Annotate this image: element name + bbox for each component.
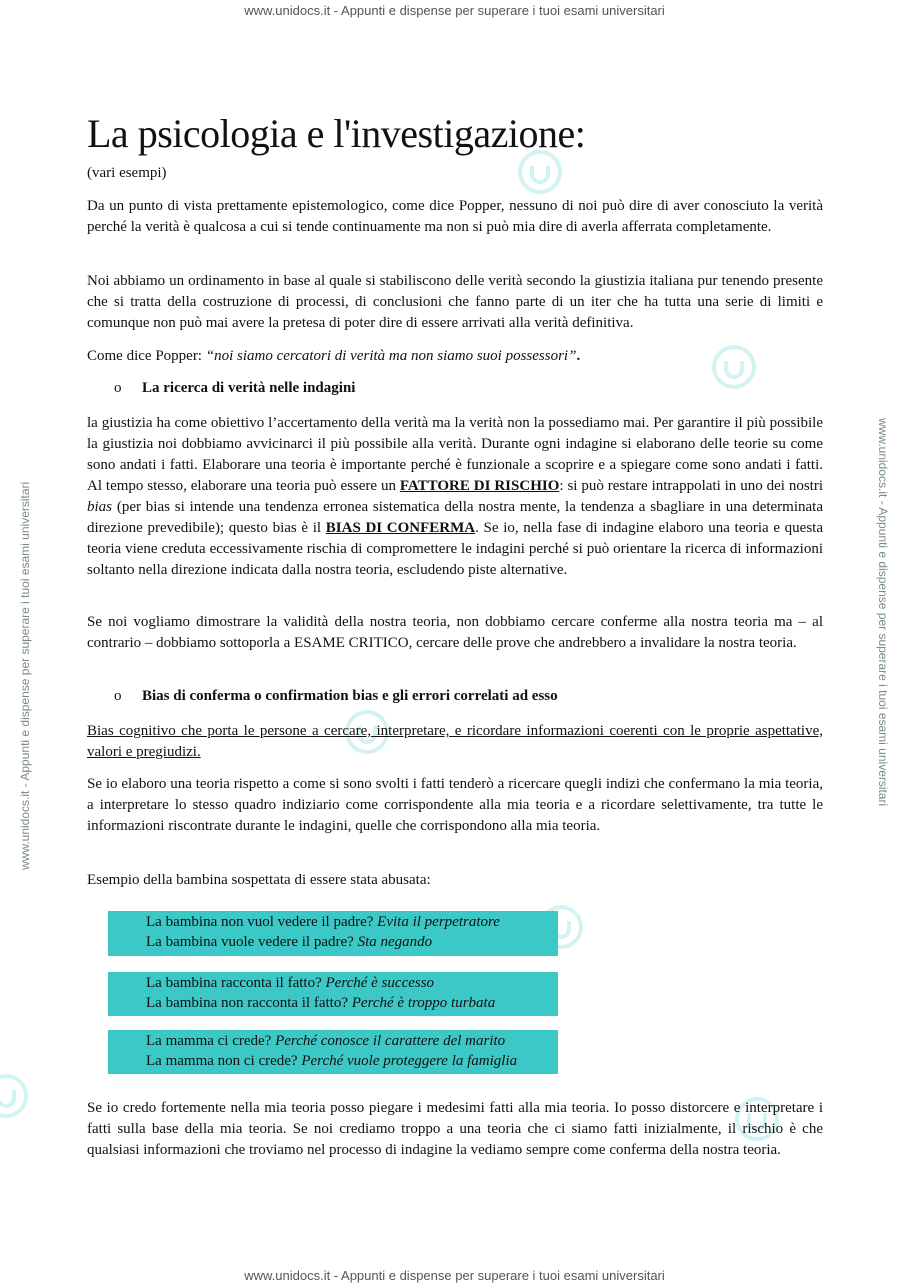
footer-watermark: www.unidocs.it - Appunti e dispense per superare i tuoi esami universitari [244,1268,665,1283]
example-question: La bambina non racconta il fatto? [146,995,352,1011]
example-question: La mamma ci crede? [146,1033,276,1049]
example-question: La bambina non vuol vedere il padre? [146,914,378,930]
text-run: (per bias si intende una tendenza erronea sistematica della nostra mente, la tendenza a sbagliare in una determinata direzione prevedibile); questo bias è il [87,499,823,536]
section-heading-label: La ricerca di verità nelle indagini [142,380,356,396]
example-box [108,972,558,1016]
popper-quote: “noi siamo cercatori di verità ma non siamo suoi possessori” [205,348,577,364]
side-watermark-left: www.unidocs.it - Appunti e dispense per superare i tuoi esami universitari [18,481,32,870]
example-answer: Perché è successo [325,975,435,991]
example-line [146,932,558,952]
unidocs-logo-icon [0,1072,30,1120]
quote-end: . [576,348,581,364]
example-box [108,1030,558,1074]
document-subtitle: (vari esempi) [87,165,167,181]
text-run: : si può restare intrappolati in uno dei nostri [559,478,823,494]
paragraph-ordinamento: Noi abbiamo un ordinamento in base al quale si stabiliscono delle verità secondo la giustizia italiana pur tenendo presente che si tratta della costruzione di processi, di conclusioni che fanno parte di un iter che ha tutta una serie di limiti e comunque non può mai avere la pretesa di poter dire di essere arrivati alla verità definitiva. [87,273,823,331]
paragraph-esame-critico: Se noi vogliamo dimostrare la validità della nostra teoria, non dobbiamo cercare conferme alla nostra teoria ma – al contrario – dobbiamo sottoporla a ESAME CRITICO, cercare delle prove che andrebbero a invalidare la nostra teoria. [87,614,823,651]
example-answer: Evita il perpetratore [377,914,500,930]
example-answer: Perché vuole proteggere la famiglia [301,1053,518,1069]
example-line [146,993,558,1013]
example-line [146,973,558,993]
document-title: La psicologia e l'investigazione: [87,111,586,156]
paragraph-popper-quote [87,346,823,367]
side-watermark-right: www.unidocs.it - Appunti e dispense per superare i tuoi esami universitari [876,418,890,807]
fattore-di-rischio: FATTORE DI RISCHIO [399,478,560,494]
quote-lead: Come dice Popper: [87,348,206,364]
example-box [108,911,558,956]
header-watermark: www.unidocs.it - Appunti e dispense per superare i tuoi esami universitari [244,3,665,18]
text-run: la giustizia ha come obiettivo l’accertamento della verità ma la verità non la possediamo mai. Per garantire il più possibile la giustizia noi dobbiamo avvicinarci il più possibile alla verità. Durante ogni indagine si elaborano delle teorie su come sono andati i fatti. Elaborare una teoria è importante perché è funzionale a scoprire e a spiegare come sono andati i fatti. Al tempo stesso, elaborare una teoria può essere un [87,415,823,494]
bias-di-conferma: BIAS DI CONFERMA [325,520,476,536]
term-bias: bias [87,499,113,515]
section-heading-ricerca [114,380,355,397]
bullet-marker: o [114,380,122,396]
example-line [146,1031,558,1051]
example-answer: Perché è troppo turbata [351,995,496,1011]
paragraph-definizione-bias: Bias cognitivo che porta le persone a cercare, interpretare, e ricordare informazioni coerenti con le proprie aspettative, valori e pregiudizi. [87,723,823,760]
section-heading-bias [114,688,558,705]
example-answer: Perché conosce il carattere del marito [275,1033,506,1049]
paragraph-giustizia [87,413,823,581]
example-question: La mamma non ci crede? [146,1053,302,1069]
example-answer: Sta negando [357,934,433,950]
example-question: La bambina racconta il fatto? [146,975,326,991]
paragraph-esempio: Esempio della bambina sospettata di essere stata abusata: [87,872,431,888]
paragraph-conclusione: Se io credo fortemente nella mia teoria posso piegare i medesimi fatti alla mia teoria. Io posso distorcere e interpretare i fatti sulla base della mia teoria. Se noi crediamo troppo a una teoria che ci siamo fatti inizialmente, il rischio è che qualsiasi informazioni che troviamo nel processo di indagine la vediamo sempre come conferma della nostra teoria. [87,1100,823,1158]
text-run: . Se io, nella fase di indagine elaboro una teoria e questa teoria viene creduta eccessivamente rischia di compromettere le indagini perché si può orientare la ricerca di informazioni soltanto nella direzione indicata dalla nostra teoria, escludendo piste alternative. [87,520,823,578]
paragraph-popper-intro: Da un punto di vista prettamente epistemologico, come dice Popper, nessuno di noi può dire di aver conosciuto la verità perché la verità è qualcosa a cui si tende continuamente ma non si può mia dire di averla afferrata completamente. [87,198,823,235]
bullet-marker: o [114,688,122,704]
paragraph-elaboro-teoria: Se io elaboro una teoria rispetto a come si sono svolti i fatti tenderò a ricercare quegli indizi che confermano la mia teoria, a interpretare lo stesso quadro indiziario come corrispondente alla mia teoria e a ricordare selettivamente, tra tutte le informazioni riscontrate durante le indagini, quelle che corrispondono alla mia teoria. [87,776,823,834]
example-line [146,912,558,932]
example-question: La bambina vuole vedere il padre? [146,934,358,950]
example-line [146,1051,558,1071]
section-heading-label: Bias di conferma o confirmation bias e gli errori correlati ad esso [142,688,558,704]
